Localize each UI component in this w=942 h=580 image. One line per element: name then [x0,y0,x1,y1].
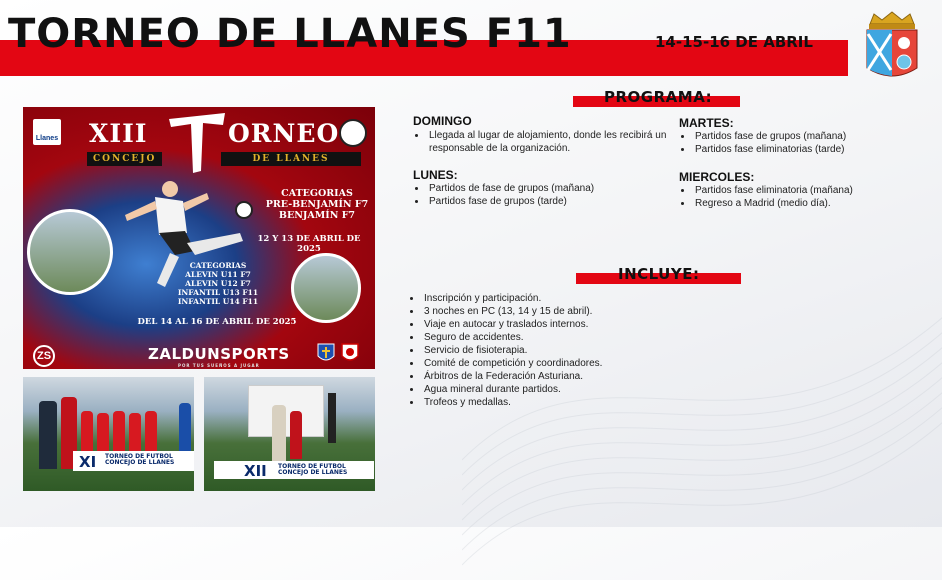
asturias-shield-icon [317,342,335,364]
incluye-title: INCLUYE: [618,265,700,283]
categoria-bottom-item: INFANTIL U13 F11 [177,288,259,297]
flying-ball-icon [235,201,253,219]
programa-title: PROGRAMA: [604,88,713,106]
categorias-top-title: CATEGORIAS [281,188,353,199]
martes-list [679,130,942,156]
categoria-bottom-item: INFANTIL U14 F11 [177,297,259,306]
zs-logo-icon: ZS [33,345,55,367]
list-item: • Partidos fase de grupos (tarde) [427,195,667,208]
day-domingo: DOMINGO [413,114,472,128]
right-banner-line1: TORNEO DE FUTBOL [278,463,346,470]
list-item: • Servicio de fisioterapia. [422,344,702,357]
day-martes: MARTES: [679,116,734,130]
club-shield-icon [341,342,359,364]
categorias-top [265,189,369,222]
poster-edition: XIII [89,119,148,148]
list-item: • Partidos fase de grupos (mañana) [693,130,942,143]
categoria-top-item: PRE-BENJAMÍN F7 [265,198,369,210]
categorias-bottom [175,261,261,306]
list-item: • Agua mineral durante partidos. [422,383,702,396]
list-item: • Seguro de accidentes. [422,331,702,344]
list-item: • Llegada al lugar de alojamiento, donde les recibirá un responsable de la organización. [427,129,667,155]
tournament-poster [23,107,375,369]
day-lunes: LUNES: [413,168,458,182]
list-item: • Inscripción y participación. [422,292,702,305]
right-banner-line2: CONCEJO DE LLANES [278,469,348,477]
right-banner [214,461,374,479]
torneo-t-icon [167,109,227,175]
list-item: • Partidos fase eliminatoria (mañana) [693,184,942,197]
right-banner-text [278,464,347,477]
left-banner-text [105,454,174,467]
team-photo-circle-left [27,209,113,295]
list-item: • Árbitros de la Federación Asturiana. [422,370,702,383]
list-item: • Regreso a Madrid (medio día). [693,197,942,210]
list-item: • 3 noches en PC (13, 14 y 15 de abril). [422,305,702,318]
list-item: • Comité de competición y coordinadores. [422,357,702,370]
categoria-bottom-item: ALEVIN U11 F7 [185,270,251,279]
categoria-top-item: BENJAMÍN F7 [278,209,356,221]
list-item: • Trofeos y medallas. [422,396,702,409]
miercoles-list [679,184,942,210]
llanes-logo-icon [33,119,61,145]
list-item: • Partidos de fase de grupos (mañana) [427,182,667,195]
left-banner-line2: CONCEJO DE LLANES [105,459,175,467]
team-photo-left [23,377,194,491]
awards-photo-right [204,377,375,491]
poster-de-llanes: DE LLANES [221,152,361,166]
poster-logo-text: Llanes [35,135,59,142]
categoria-bottom-item: ALEVIN U12 F7 [185,279,251,288]
poster-concejo: CONCEJO [87,152,162,166]
dates-top: 12 Y 13 DE ABRIL DE 2025 [257,234,361,254]
team-photo-circle-right [291,253,361,323]
left-banner [73,451,194,471]
sponsor-tagline: POR TUS SUEÑOS A JUGAR [178,363,260,368]
left-banner-line1: TORNEO DE FUTBOL [105,453,173,460]
incluye-list [408,292,702,409]
lunes-list [413,182,667,208]
right-banner-edition: XII [244,462,267,480]
page-title: TORNEO DE LLANES F11 [8,11,572,57]
day-miercoles: MIERCOLES: [679,170,755,184]
domingo-list [413,129,667,155]
football-icon [339,119,367,147]
left-banner-edition: XI [79,453,97,471]
event-dates: 14-15-16 DE ABRIL [655,33,813,51]
dates-bottom: DEL 14 AL 16 DE ABRIL DE 2025 [137,317,297,327]
list-item: • Partidos fase eliminatorias (tarde) [693,143,942,156]
sponsor-name: ZALDUNSPORTS [148,345,290,363]
categorias-bottom-title: CATEGORIAS [189,261,247,270]
list-item: • Viaje en autocar y traslados internos. [422,318,702,331]
poster-torneo: ORNEO [228,119,340,148]
sponsor-brand [148,345,290,368]
llanes-crest-icon [864,10,920,84]
